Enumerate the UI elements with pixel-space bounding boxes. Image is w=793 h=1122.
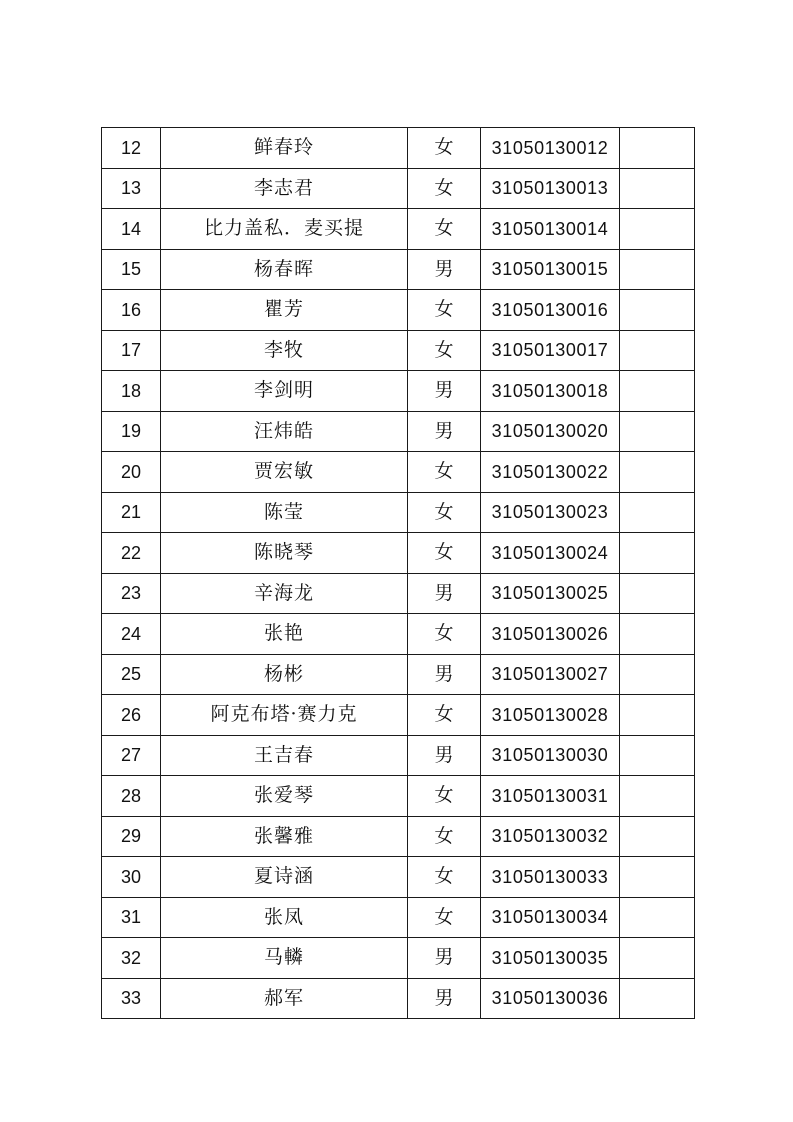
note-cell	[620, 816, 695, 857]
exam-number: 31050130020	[481, 411, 620, 452]
note-cell	[620, 290, 695, 331]
table-row	[102, 290, 695, 331]
note-cell	[620, 128, 695, 169]
gender-cell: 女	[408, 857, 481, 898]
person-name: 比力盖私．麦买提	[161, 209, 408, 250]
person-name: 张艳	[161, 614, 408, 655]
gender-cell: 男	[408, 249, 481, 290]
table-row	[102, 897, 695, 938]
table-row	[102, 411, 695, 452]
note-cell	[620, 209, 695, 250]
table-row	[102, 978, 695, 1019]
table-row	[102, 492, 695, 533]
note-cell	[620, 249, 695, 290]
exam-number: 31050130026	[481, 614, 620, 655]
gender-cell: 女	[408, 695, 481, 736]
note-cell	[620, 776, 695, 817]
gender-cell: 男	[408, 371, 481, 412]
person-name: 马轔	[161, 938, 408, 979]
table-row	[102, 168, 695, 209]
gender-cell: 男	[408, 411, 481, 452]
gender-cell: 女	[408, 897, 481, 938]
person-name: 辛海龙	[161, 573, 408, 614]
gender-cell: 女	[408, 128, 481, 169]
row-number: 25	[102, 654, 161, 695]
gender-cell: 女	[408, 290, 481, 331]
note-cell	[620, 735, 695, 776]
table-row	[102, 533, 695, 574]
exam-number: 31050130022	[481, 452, 620, 493]
note-cell	[620, 533, 695, 574]
table-row	[102, 330, 695, 371]
table-row	[102, 857, 695, 898]
gender-cell: 男	[408, 978, 481, 1019]
row-number: 32	[102, 938, 161, 979]
person-name: 鲜春玲	[161, 128, 408, 169]
person-name: 李剑明	[161, 371, 408, 412]
roster-table	[101, 127, 695, 1019]
exam-number: 31050130013	[481, 168, 620, 209]
note-cell	[620, 452, 695, 493]
exam-number: 31050130034	[481, 897, 620, 938]
gender-cell: 女	[408, 614, 481, 655]
person-name: 陈莹	[161, 492, 408, 533]
person-name: 李志君	[161, 168, 408, 209]
person-name: 瞿芳	[161, 290, 408, 331]
note-cell	[620, 857, 695, 898]
person-name: 张馨雅	[161, 816, 408, 857]
exam-number: 31050130035	[481, 938, 620, 979]
gender-cell: 女	[408, 816, 481, 857]
exam-number: 31050130017	[481, 330, 620, 371]
row-number: 14	[102, 209, 161, 250]
gender-cell: 女	[408, 452, 481, 493]
note-cell	[620, 938, 695, 979]
gender-cell: 女	[408, 209, 481, 250]
table-row	[102, 816, 695, 857]
row-number: 16	[102, 290, 161, 331]
gender-cell: 男	[408, 735, 481, 776]
row-number: 22	[102, 533, 161, 574]
row-number: 33	[102, 978, 161, 1019]
exam-number: 31050130023	[481, 492, 620, 533]
person-name: 陈晓琴	[161, 533, 408, 574]
exam-number: 31050130018	[481, 371, 620, 412]
row-number: 31	[102, 897, 161, 938]
person-name: 杨春晖	[161, 249, 408, 290]
table-row	[102, 209, 695, 250]
table-row	[102, 573, 695, 614]
gender-cell: 女	[408, 776, 481, 817]
row-number: 26	[102, 695, 161, 736]
gender-cell: 女	[408, 330, 481, 371]
person-name: 阿克布塔·赛力克	[161, 695, 408, 736]
table-row	[102, 776, 695, 817]
person-name: 李牧	[161, 330, 408, 371]
person-name: 贾宏敏	[161, 452, 408, 493]
table-row	[102, 735, 695, 776]
exam-number: 31050130027	[481, 654, 620, 695]
table-row	[102, 938, 695, 979]
note-cell	[620, 330, 695, 371]
gender-cell: 男	[408, 654, 481, 695]
exam-number: 31050130015	[481, 249, 620, 290]
row-number: 28	[102, 776, 161, 817]
note-cell	[620, 168, 695, 209]
row-number: 29	[102, 816, 161, 857]
table-row	[102, 695, 695, 736]
table-row	[102, 654, 695, 695]
row-number: 13	[102, 168, 161, 209]
exam-number: 31050130012	[481, 128, 620, 169]
note-cell	[620, 654, 695, 695]
roster-table-body	[102, 128, 695, 1019]
table-row	[102, 452, 695, 493]
person-name: 郝军	[161, 978, 408, 1019]
exam-number: 31050130030	[481, 735, 620, 776]
table-row	[102, 614, 695, 655]
exam-number: 31050130028	[481, 695, 620, 736]
exam-number: 31050130016	[481, 290, 620, 331]
person-name: 汪炜皓	[161, 411, 408, 452]
note-cell	[620, 695, 695, 736]
row-number: 30	[102, 857, 161, 898]
row-number: 21	[102, 492, 161, 533]
gender-cell: 女	[408, 168, 481, 209]
note-cell	[620, 614, 695, 655]
exam-number: 31050130024	[481, 533, 620, 574]
table-row	[102, 128, 695, 169]
row-number: 19	[102, 411, 161, 452]
gender-cell: 女	[408, 492, 481, 533]
row-number: 23	[102, 573, 161, 614]
person-name: 杨彬	[161, 654, 408, 695]
table-row	[102, 249, 695, 290]
person-name: 张爱琴	[161, 776, 408, 817]
note-cell	[620, 411, 695, 452]
exam-number: 31050130031	[481, 776, 620, 817]
row-number: 12	[102, 128, 161, 169]
exam-number: 31050130036	[481, 978, 620, 1019]
exam-number: 31050130032	[481, 816, 620, 857]
gender-cell: 女	[408, 533, 481, 574]
person-name: 王吉春	[161, 735, 408, 776]
person-name: 夏诗涵	[161, 857, 408, 898]
row-number: 15	[102, 249, 161, 290]
row-number: 17	[102, 330, 161, 371]
table-row	[102, 371, 695, 412]
note-cell	[620, 573, 695, 614]
row-number: 24	[102, 614, 161, 655]
gender-cell: 男	[408, 938, 481, 979]
note-cell	[620, 371, 695, 412]
gender-cell: 男	[408, 573, 481, 614]
note-cell	[620, 897, 695, 938]
person-name: 张凤	[161, 897, 408, 938]
row-number: 18	[102, 371, 161, 412]
note-cell	[620, 492, 695, 533]
row-number: 20	[102, 452, 161, 493]
exam-number: 31050130025	[481, 573, 620, 614]
exam-number: 31050130033	[481, 857, 620, 898]
exam-number: 31050130014	[481, 209, 620, 250]
note-cell	[620, 978, 695, 1019]
row-number: 27	[102, 735, 161, 776]
